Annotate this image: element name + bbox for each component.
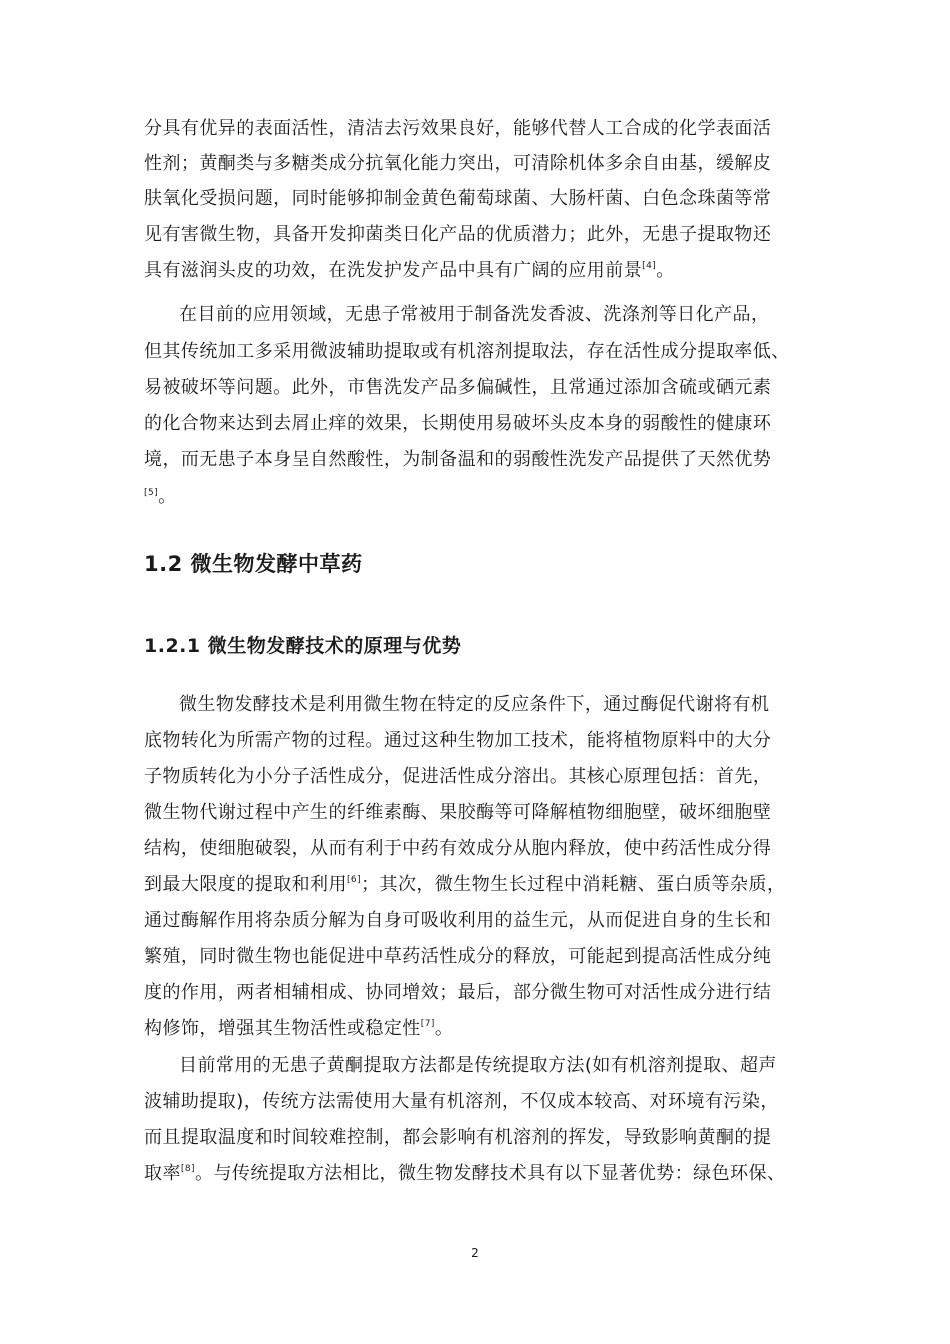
para3-line-10-text-b: 。	[434, 1018, 454, 1039]
para1-line-5-end: 。	[656, 260, 675, 281]
para3-line-8: 繁殖，同时微生物也能促进中草药活性成分的释放，可能起到提高活性成分纯	[144, 946, 772, 967]
para4-line-3: 而且提取温度和时间较难控制，都会影响有机溶剂的挥发，导致影响黄酮的提	[144, 1127, 772, 1148]
page-number: 2	[471, 1246, 479, 1260]
para3-line-6-text-b: ；其次，微生物生长过程中消耗糖、蛋白质等杂质，	[361, 874, 786, 895]
para2-line-6	[144, 486, 804, 511]
para3-line-10-text-a: 构修饰，增强其生物活性或稳定性	[144, 1018, 421, 1039]
para2-line-2: 但其传统加工多采用微波辅助提取或有机溶剂提取法，存在活性成分提取率低、	[144, 341, 790, 362]
citation-8: [8]	[180, 1164, 196, 1174]
para2-line-6-end: 。	[158, 486, 177, 507]
section-heading-1-2-1: 1.2.1 微生物发酵技术的原理与优势	[144, 635, 462, 657]
para2-line-5: 境，而无患子本身呈自然酸性，为制备温和的弱酸性洗发产品提供了天然优势	[144, 449, 772, 470]
para3-line-2: 底物转化为所需产物的过程。通过这种生物加工技术，能将植物原料中的大分	[144, 730, 772, 751]
para3-line-9: 度的作用，两者相辅相成、协同增效；最后，部分微生物可对活性成分进行结	[144, 982, 772, 1003]
para2-line-4: 的化合物来达到去屑止痒的效果，长期使用易破坏头皮本身的弱酸性的健康环	[144, 413, 772, 434]
para1-line-5	[144, 260, 804, 282]
para1-line-1: 分具有优异的表面活性，清洁去污效果良好，能够代替人工合成的化学表面活	[144, 118, 772, 139]
para3-line-6	[144, 874, 804, 896]
para1-line-3: 肤氧化受损问题，同时能够抑制金黄色葡萄球菌、大肠杆菌、白色念珠菌等常	[144, 188, 772, 209]
para2-line-1: 在目前的应用领域，无患子常被用于制备洗发香波、洗涤剂等日化产品，	[179, 304, 770, 325]
citation-7: [7]	[420, 1019, 435, 1029]
para1-line-5-text: 具有滋润头皮的功效，在洗发护发产品中具有广阔的应用前景	[144, 260, 643, 281]
para3-line-10	[144, 1018, 804, 1040]
para3-line-5: 结构，使细胞破裂，从而有利于中药有效成分从胞内释放，使中药活性成分得	[144, 838, 772, 859]
citation-5: [5]	[144, 488, 159, 498]
para4-line-4	[144, 1163, 804, 1185]
section-heading-1-2: 1.2 微生物发酵中草药	[144, 552, 363, 576]
para4-line-1: 目前常用的无患子黄酮提取方法都是传统提取方法(如有机溶剂提取、超声	[179, 1055, 777, 1076]
para2-line-3: 易被破坏等问题。此外，市售洗发产品多偏碱性，且常通过添加含硫或硒元素	[144, 377, 772, 398]
citation-6: [6]	[346, 875, 362, 885]
para3-line-3: 子物质转化为小分子活性成分，促进活性成分溶出。其核心原理包括：首先，	[144, 766, 772, 787]
para1-line-2: 性剂；黄酮类与多糖类成分抗氧化能力突出，可清除机体多余自由基，缓解皮	[144, 153, 772, 174]
para3-line-1: 微生物发酵技术是利用微生物在特定的反应条件下，通过酶促代谢将有机	[179, 694, 770, 715]
para3-line-7: 通过酶解作用将杂质分解为自身可吸收利用的益生元，从而促进自身的生长和	[144, 910, 772, 931]
para3-line-6-text-a: 到最大限度的提取和利用	[144, 874, 347, 895]
para4-line-4-text-a: 取率	[144, 1163, 181, 1184]
para1-line-4: 见有害微生物，具备开发抑菌类日化产品的优质潜力；此外，无患子提取物还	[144, 224, 772, 245]
para3-line-4: 微生物代谢过程中产生的纤维素酶、果胶酶等可降解植物细胞壁，破坏细胞壁	[144, 802, 772, 823]
citation-4: [4]	[642, 261, 657, 271]
para4-line-4-text-b: 。与传统提取方法相比，微生物发酵技术具有以下显著优势：绿色环保、	[195, 1163, 786, 1184]
para4-line-2: 波辅助提取)，传统方法需使用大量有机溶剂，不仅成本较高、对环境有污染，	[144, 1091, 779, 1112]
